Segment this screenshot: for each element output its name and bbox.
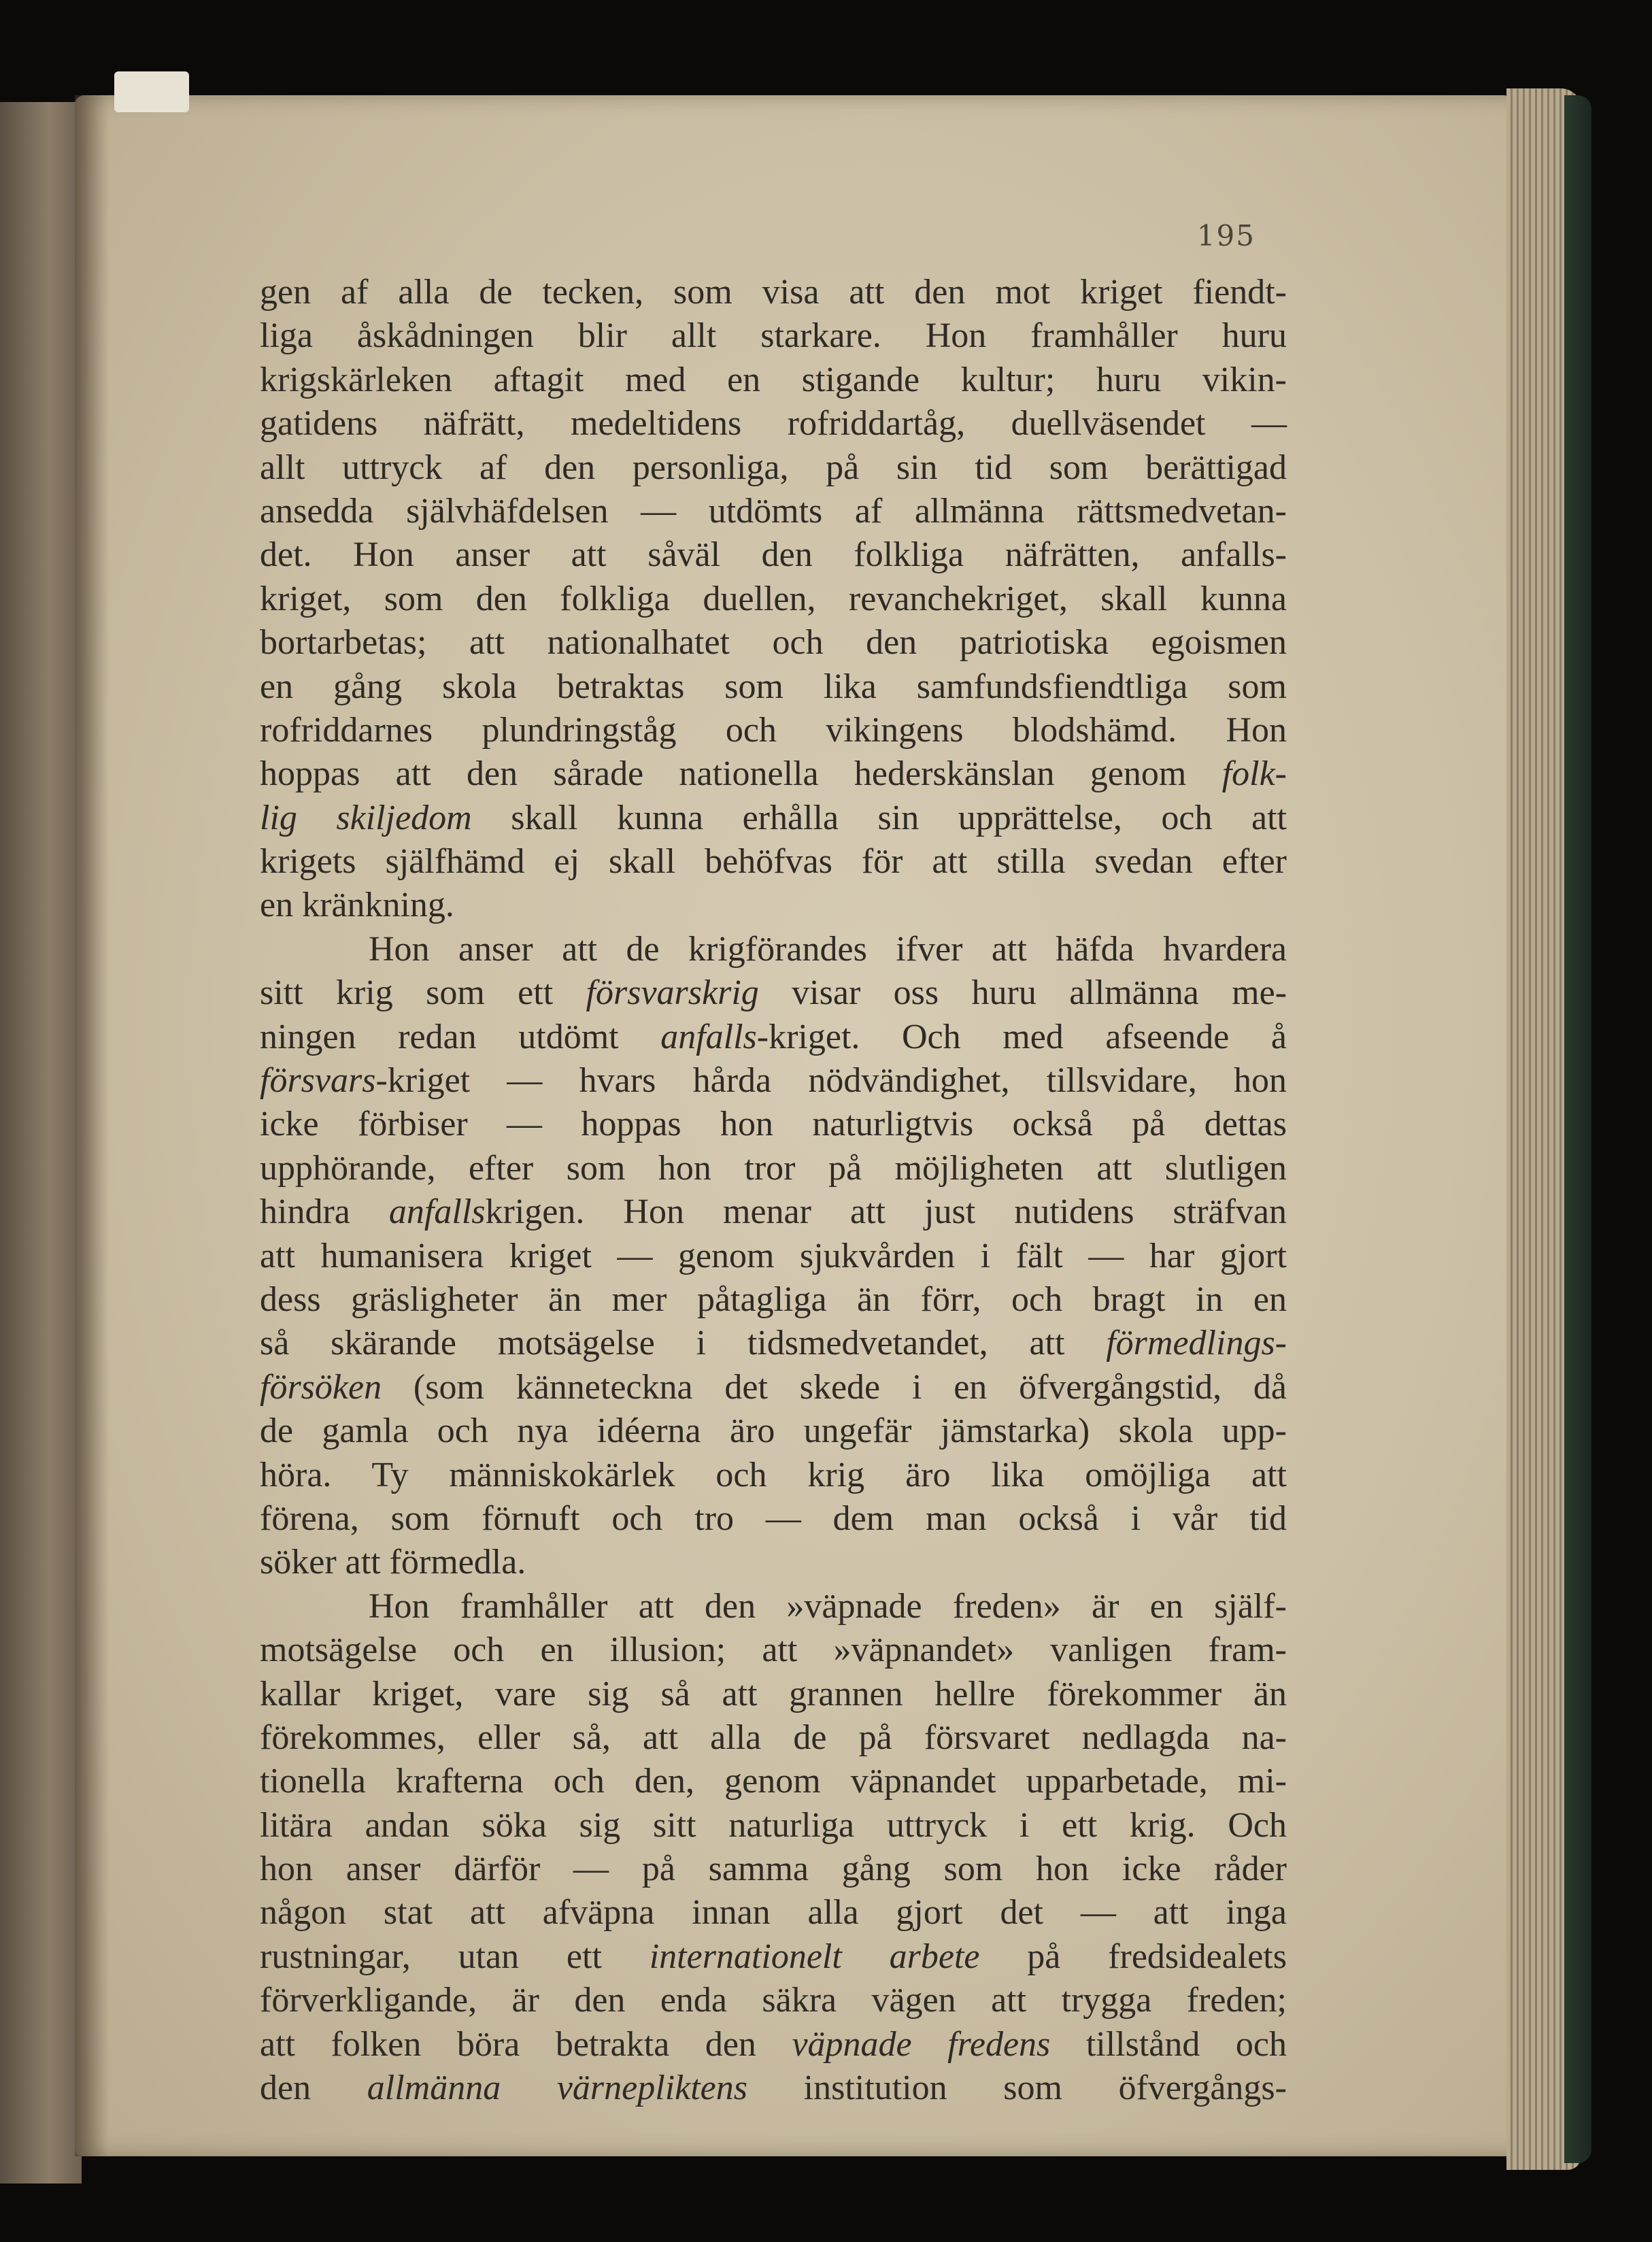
text-segment: den: [260, 2069, 367, 2108]
text-line: [260, 1103, 1287, 1146]
italic-text: folk-: [1221, 754, 1287, 794]
book-cover-edge: [1564, 95, 1591, 2163]
text-segment: icke förbiser — hoppas hon naturligtvis också på dettas: [260, 1105, 1287, 1144]
text-line: [260, 1366, 1287, 1409]
italic-text: försöken: [260, 1367, 382, 1407]
text-line: [260, 884, 1287, 927]
text-line: [260, 358, 1287, 402]
text-line: [260, 840, 1287, 884]
text-line: [260, 971, 1287, 1015]
text-line: [260, 1804, 1287, 1847]
text-segment: krigen. Hon menar att just nutidens sträfvan: [485, 1192, 1287, 1232]
text-segment: rustningar, utan ett: [260, 1937, 650, 1976]
text-segment: på fredsidealets: [979, 1937, 1287, 1976]
page-number: 195: [1196, 219, 1255, 252]
text-segment: kriget, som den folkliga duellen, revanchekriget, skall kunna: [260, 579, 1287, 618]
text-segment: bortarbetas; att nationalhatet och den patriotiska egoismen: [260, 623, 1287, 663]
text-line: [260, 1016, 1287, 1059]
text-segment: litära andan söka sig sitt naturliga uttryck i ett krig. Och: [260, 1805, 1287, 1845]
text-line: [260, 1190, 1287, 1234]
text-segment: kallar kriget, vare sig så att grannen hellre förekommer än: [260, 1674, 1287, 1713]
text-segment: krigets själfhämd ej skall behöfvas för att stilla svedan efter: [260, 842, 1287, 882]
text-line: [260, 1059, 1287, 1103]
text-line: [260, 1628, 1287, 1672]
text-line: [260, 709, 1287, 752]
italic-text: väpnade fredens: [792, 2024, 1051, 2064]
text-line: [260, 1760, 1287, 1803]
text-segment: förekommes, eller så, att alla de på försvaret nedlagda na-: [260, 1718, 1287, 1757]
text-line: [260, 1891, 1287, 1935]
italic-text: försvars: [260, 1061, 376, 1101]
text-line: [260, 665, 1287, 709]
text-line: [260, 1979, 1287, 2022]
text-line: [260, 797, 1287, 840]
body-text: [260, 271, 1287, 2110]
text-line: [260, 1278, 1287, 1322]
text-segment: liga åskådningen blir allt starkare. Hon framhåller huru: [260, 316, 1287, 356]
text-line: [260, 1497, 1287, 1541]
text-segment: rofriddarnes plundringståg och vikingens blodshämd. Hon: [260, 710, 1287, 750]
italic-text: internationelt arbete: [649, 1937, 980, 1976]
text-line: [260, 1454, 1287, 1497]
text-segment: ningen redan utdömt: [260, 1017, 661, 1056]
text-segment: förverkligande, är den enda säkra vägen att trygga freden;: [260, 1981, 1287, 2020]
text-line: [260, 1147, 1287, 1190]
text-segment: Hon framhåller att den »väpnade freden» är en själf-: [369, 1586, 1287, 1626]
text-segment: krigskärleken aftagit med en stigande kultur; huru vikin-: [260, 360, 1287, 399]
text-segment: tionella krafterna och den, genom väpnandet upparbetade, mi-: [260, 1762, 1287, 1801]
text-segment: -kriget. Och med afseende å: [756, 1017, 1287, 1056]
text-segment: ansedda självhäfdelsen — utdömts af allmänna rättsmedvetan-: [260, 491, 1287, 531]
text-segment: en gång skola betraktas som lika samfundsfiendtliga som: [260, 667, 1287, 706]
text-segment: förena, som förnuft och tro — dem man också i vår tid: [260, 1499, 1287, 1538]
paper-tab: [114, 71, 189, 112]
text-segment: gen af alla de tecken, som visa att den mot kriget fiendt-: [260, 273, 1287, 312]
text-segment: -kriget — hvars hårda nödvändighet, tillsvidare, hon: [375, 1061, 1287, 1101]
text-line: [260, 1847, 1287, 1891]
text-line: [260, 1716, 1287, 1760]
text-line: [260, 1673, 1287, 1716]
text-segment: höra. Ty människokärlek och krig äro lika omöjliga att: [260, 1455, 1287, 1494]
text-segment: de gamla och nya idéerna äro ungefär jämstarka) skola upp-: [260, 1411, 1287, 1451]
text-line: [260, 1322, 1287, 1365]
text-line: [260, 1409, 1287, 1453]
text-segment: motsägelse och en illusion; att »väpnandet» vanligen fram-: [260, 1630, 1287, 1670]
text-segment: dess gräsligheter än mer påtagliga än förr, och bragt in en: [260, 1279, 1287, 1319]
italic-text: lig skiljedom: [260, 798, 472, 837]
italic-text: allmänna värnepliktens: [367, 2069, 747, 2108]
text-segment: hon anser därför — på samma gång som hon icke råder: [260, 1850, 1287, 1889]
italic-text: anfalls: [660, 1017, 757, 1056]
text-segment: någon stat att afväpna innan alla gjort det — att inga: [260, 1893, 1287, 1933]
italic-text: försvarskrig: [586, 973, 759, 1013]
text-line: [260, 1541, 1287, 1584]
text-segment: söker att förmedla.: [260, 1543, 526, 1582]
text-segment: upphörande, efter som hon tror på möjligheten att slutligen: [260, 1148, 1287, 1188]
text-segment: tillstånd och: [1050, 2024, 1287, 2064]
text-line: [260, 1235, 1287, 1278]
text-line: [260, 446, 1287, 490]
text-line: [260, 621, 1287, 665]
text-segment: det. Hon anser att såväl den folkliga näfrätten, anfalls-: [260, 535, 1287, 575]
text-segment: så skärande motsägelse i tidsmedvetandet, att: [260, 1324, 1107, 1363]
text-line: [260, 402, 1287, 446]
text-segment: visar oss huru allmänna me-: [758, 973, 1287, 1013]
italic-text: förmedlings-: [1106, 1324, 1287, 1363]
text-line: [260, 2023, 1287, 2067]
text-segment: skall kunna erhålla sin upprättelse, och att: [471, 798, 1287, 837]
text-line: [260, 314, 1287, 358]
text-line: [260, 533, 1287, 577]
text-line: [260, 490, 1287, 533]
text-line: [260, 578, 1287, 621]
italic-text: anfalls: [388, 1192, 486, 1232]
text-line: [260, 2067, 1287, 2110]
text-segment: att humanisera kriget — genom sjukvården i fält — har gjort: [260, 1236, 1287, 1275]
text-segment: allt uttryck af den personliga, på sin tid som berättigad: [260, 448, 1287, 487]
page-gutter-shadow: [75, 95, 109, 2156]
text-line: [260, 271, 1287, 314]
text-segment: Hon anser att de krigförandes ifver att häfda hvardera: [369, 929, 1287, 969]
text-segment: att folken böra betrakta den: [260, 2024, 792, 2064]
text-line: [260, 1585, 1287, 1628]
text-line: [260, 752, 1287, 796]
text-line: [260, 1935, 1287, 1979]
text-segment: gatidens näfrätt, medeltidens rofriddartåg, duellväsendet —: [260, 404, 1287, 444]
text-segment: hindra: [260, 1192, 389, 1232]
text-segment: (som känneteckna det skede i en öfvergångstid, då: [382, 1367, 1287, 1407]
text-segment: en kränkning.: [260, 886, 454, 925]
left-page-edge: [0, 102, 82, 2184]
text-line: [260, 928, 1287, 971]
text-segment: hoppas att den sårade nationella hederskänslan genom: [260, 754, 1222, 794]
text-segment: institution som öfvergångs-: [747, 2069, 1287, 2108]
text-segment: sitt krig som ett: [260, 973, 586, 1013]
